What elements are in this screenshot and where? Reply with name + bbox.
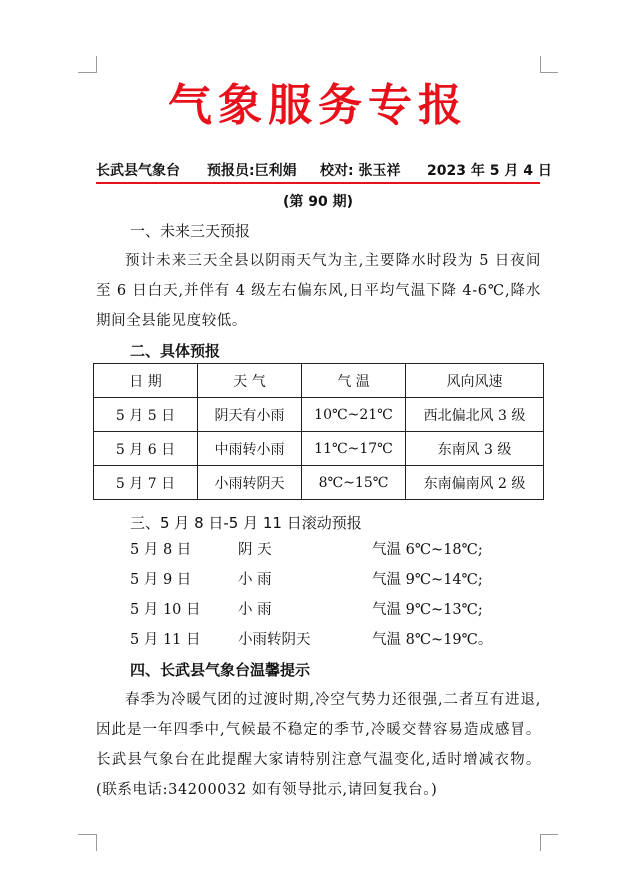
rolling-date: 5 月 11 日 [130,632,201,648]
crop-mark [96,56,97,73]
table-cell: 5 月 6 日 [94,432,198,466]
rolling-temp: 气温 9℃~14℃; [372,572,483,588]
forecaster: 预报员:巨利娟 [207,163,297,179]
crop-mark [540,72,558,73]
section1-heading: 一、未来三天预报 [130,222,251,240]
crop-mark [78,72,96,73]
table-cell: 东南风 3 级 [406,432,544,466]
rolling-date: 5 月 8 日 [130,542,192,558]
proofreader: 校对: 张玉祥 [320,163,401,179]
crop-mark [540,834,558,835]
rolling-weather: 小雨转阴天 [238,632,311,648]
table-cell: 中雨转小雨 [198,432,302,466]
crop-mark [540,834,541,851]
rolling-weather: 小 雨 [238,572,272,588]
section3-heading: 三、5 月 8 日-5 月 11 日滚动预报 [130,514,362,532]
column-header: 风向风速 [406,364,544,398]
table-cell: 8℃~15℃ [302,466,406,500]
section2-heading: 二、具体预报 [130,342,221,360]
table-row [94,398,544,432]
table-cell: 东南偏南风 2 级 [406,466,544,500]
table-row [94,466,544,500]
table-cell: 小雨转阴天 [198,466,302,500]
section1-body: 预计未来三天全县以阴雨天气为主,主要降水时段为 5 日夜间至 6 日白天,并伴有 4 级左右偏东风,日平均气温下降 4-6℃,降水期间全县能见度较低。 [96,253,541,329]
column-header: 日 期 [94,364,198,398]
rolling-temp: 气温 9℃~13℃; [372,602,483,618]
crop-mark [540,56,541,73]
section4-heading: 四、长武县气象台温馨提示 [130,661,311,679]
table-cell: 西北偏北风 3 级 [406,398,544,432]
section4-body: 春季为冷暖气团的过渡时期,冷空气势力还很强,二者互有进退,因此是一年四季中,气候最不稳定的季节,冷暖交替容易造成感冒。长武县气象台在此提醒大家请特别注意气温变化,适时增减衣物。(联系电话:34200032 如有领导批示,请回复我台。) [96,692,541,798]
rolling-temp: 气温 8℃~19℃。 [372,632,493,648]
table-row [94,432,544,466]
rolling-temp: 气温 6℃~18℃; [372,542,483,558]
column-header: 气 温 [302,364,406,398]
table-cell: 5 月 5 日 [94,398,198,432]
page-title: 气象服务专报 [168,80,468,131]
rolling-weather: 小 雨 [238,602,272,618]
rolling-date: 5 月 10 日 [130,602,201,618]
column-header: 天 气 [198,364,302,398]
issue-number: (第 90 期) [282,194,354,210]
table-cell: 10℃~21℃ [302,398,406,432]
rolling-date: 5 月 9 日 [130,572,192,588]
crop-mark [78,834,96,835]
report-date: 2023 年 5 月 4 日 [427,163,552,179]
header-rule [96,182,540,184]
crop-mark [96,834,97,851]
rolling-weather: 阴 天 [238,542,272,558]
forecast-table [93,363,544,500]
table-header-row [94,364,544,398]
issuer: 长武县气象台 [96,163,180,179]
table-cell: 5 月 7 日 [94,466,198,500]
table-cell: 11℃~17℃ [302,432,406,466]
table-cell: 阴天有小雨 [198,398,302,432]
